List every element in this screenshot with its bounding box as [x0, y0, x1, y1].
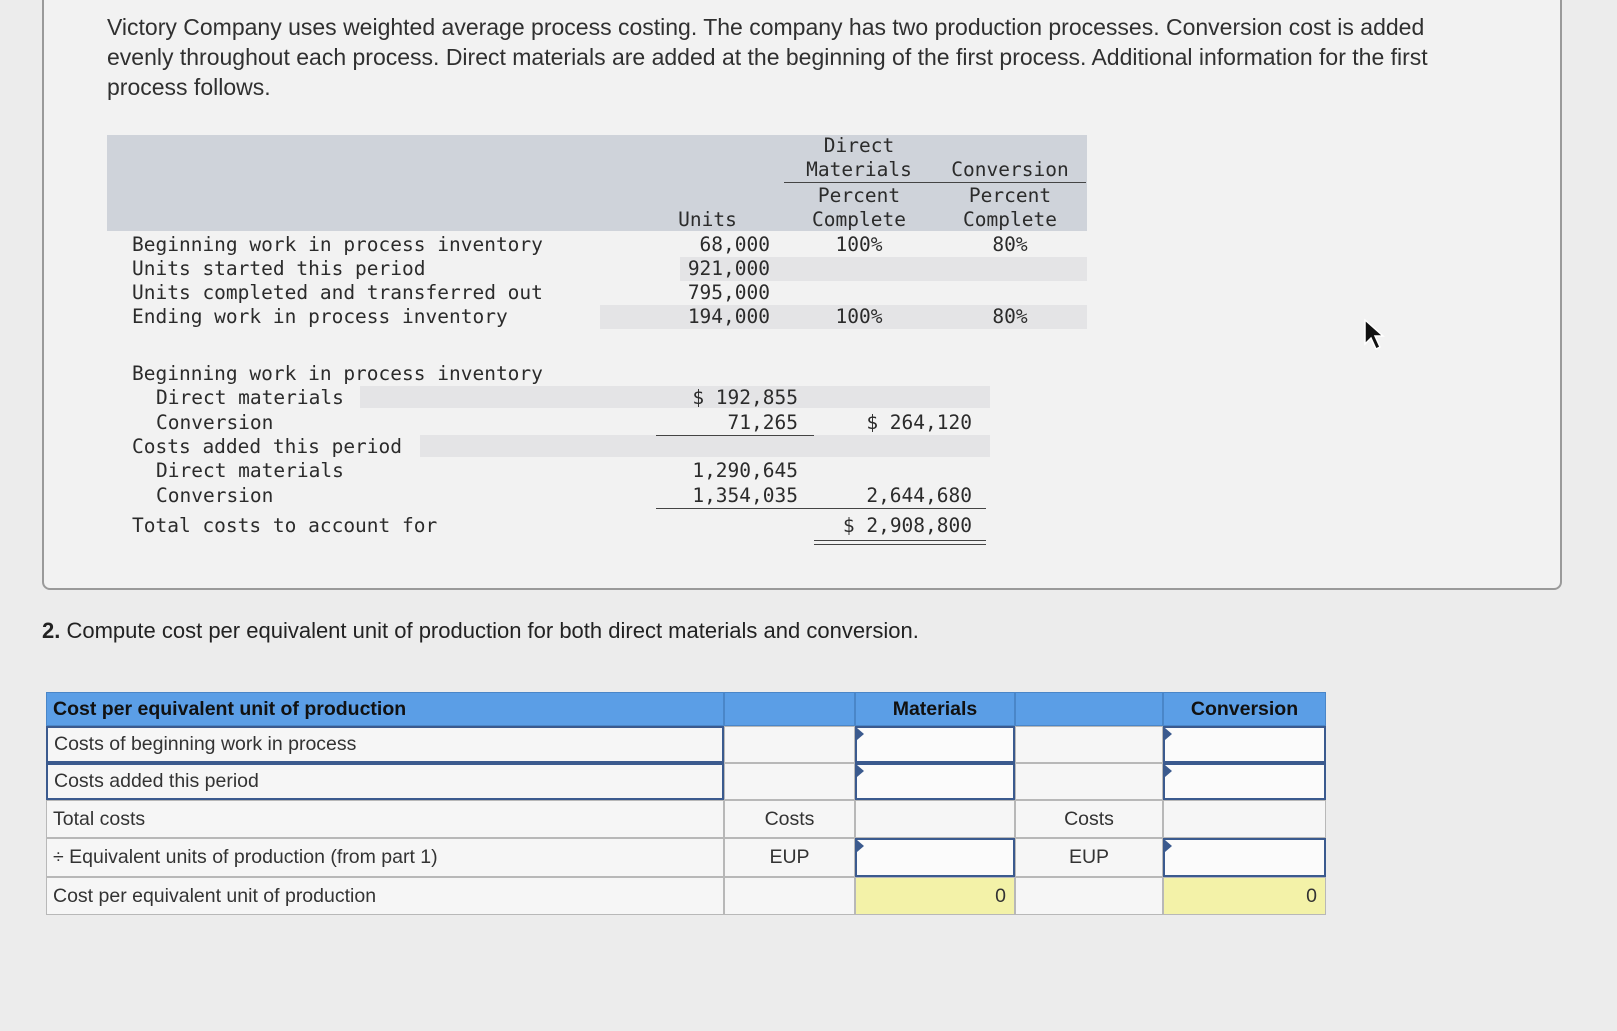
dropdown-marker-icon	[857, 728, 864, 740]
question-2	[42, 618, 919, 644]
question-text: Compute cost per equivalent unit of production for both direct materials and conversion.	[66, 618, 919, 643]
row-label: Units completed and transferred out	[132, 281, 543, 304]
materials-cost-per-eup: 0	[855, 877, 1015, 915]
added-conv-label: Conversion	[156, 484, 274, 507]
conv-header-3: Complete	[963, 208, 1057, 231]
conversion-cost-per-eup: 0	[1163, 877, 1326, 915]
conversion-header: Conversion	[1163, 692, 1326, 726]
bwip-conv-label: Conversion	[156, 411, 274, 434]
intro-text: Victory Company uses weighted average process costing. The company has two production processes. Conversion cost is added evenly throughout each process. Direct materials are added at the beginning of the first process. Additional information for the first process follows.	[107, 14, 1428, 100]
total-value: $ 2,908,800	[842, 514, 972, 537]
blank-cell	[1015, 877, 1163, 915]
materials-total-cell	[855, 800, 1015, 838]
conversion-costs-label[interactable]: Costs	[1015, 800, 1163, 838]
bwip-conv-value: 71,265	[727, 411, 798, 434]
dm-header-1: Direct	[823, 134, 895, 157]
row-cpu-label: Cost per equivalent unit of production	[46, 877, 724, 915]
materials-eup-input[interactable]	[855, 838, 1015, 877]
answer-title: Cost per equivalent unit of production	[46, 692, 724, 726]
row-label: Beginning work in process inventory	[132, 233, 543, 256]
row-dm: 100%	[835, 233, 883, 256]
dm-header-4: Complete	[812, 208, 906, 231]
row-eup-label: ÷ Equivalent units of production (from part 1)	[46, 838, 724, 877]
row-label: Ending work in process inventory	[132, 305, 508, 328]
materials-added-input[interactable]	[855, 763, 1015, 800]
row-bwip-select[interactable]: Costs of beginning work in process	[46, 726, 724, 763]
row-units: 795,000	[687, 281, 770, 304]
label-blank-cell[interactable]	[724, 726, 855, 763]
row-shade	[420, 435, 990, 457]
label-blank-cell[interactable]	[1015, 763, 1163, 800]
conversion-eup-label[interactable]: EUP	[1015, 838, 1163, 877]
subtotal-rule	[656, 508, 986, 509]
header-blank	[724, 692, 855, 726]
conversion-total-cell	[1163, 800, 1326, 838]
question-number: 2.	[42, 618, 61, 643]
dropdown-marker-icon	[1165, 840, 1172, 852]
row-units: 194,000	[687, 305, 770, 328]
added-dm-value: 1,290,645	[692, 459, 798, 482]
dropdown-marker-icon	[1165, 728, 1172, 740]
conv-header-2: Percent	[968, 184, 1052, 207]
row-conv: 80%	[992, 305, 1028, 328]
bwip-label: Beginning work in process inventory	[132, 362, 543, 385]
dropdown-marker-icon	[857, 840, 864, 852]
bwip-total: $ 264,120	[866, 411, 972, 434]
row-dm: 100%	[835, 305, 883, 328]
total-double-rule	[814, 540, 986, 545]
dropdown-marker-icon	[857, 765, 864, 777]
row-total-label: Total costs	[46, 800, 724, 838]
subtotal-rule	[656, 435, 814, 436]
row-label: Units started this period	[132, 257, 426, 280]
row-added-select[interactable]: Costs added this period	[46, 763, 724, 800]
materials-costs-label[interactable]: Costs	[724, 800, 855, 838]
conversion-eup-input[interactable]	[1163, 838, 1326, 877]
materials-header: Materials	[855, 692, 1015, 726]
added-label: Costs added this period	[132, 435, 403, 458]
mouse-pointer-icon	[1363, 318, 1385, 352]
label-blank-cell[interactable]	[724, 763, 855, 800]
row-units: 68,000	[699, 233, 770, 256]
total-label: Total costs to account for	[132, 514, 438, 537]
materials-bwip-input[interactable]	[855, 726, 1015, 763]
conversion-added-input[interactable]	[1163, 763, 1326, 800]
conversion-bwip-input[interactable]	[1163, 726, 1326, 763]
dropdown-marker-icon	[1165, 765, 1172, 777]
blank-cell	[724, 877, 855, 915]
bwip-dm-value: $ 192,855	[692, 386, 798, 409]
dm-header-2: Materials	[806, 158, 912, 181]
units-header: Units	[678, 208, 737, 231]
added-dm-label: Direct materials	[156, 459, 344, 482]
materials-eup-label[interactable]: EUP	[724, 838, 855, 877]
bwip-dm-label: Direct materials	[156, 386, 344, 409]
row-units: 921,000	[687, 257, 770, 280]
added-total: 2,644,680	[866, 484, 972, 507]
header-rule	[784, 182, 1086, 183]
label-blank-cell[interactable]	[1015, 726, 1163, 763]
dm-header-3: Percent	[817, 184, 901, 207]
header-blank	[1015, 692, 1163, 726]
conv-header-1: Conversion	[951, 158, 1069, 181]
row-conv: 80%	[992, 233, 1028, 256]
added-conv-value: 1,354,035	[692, 484, 798, 507]
